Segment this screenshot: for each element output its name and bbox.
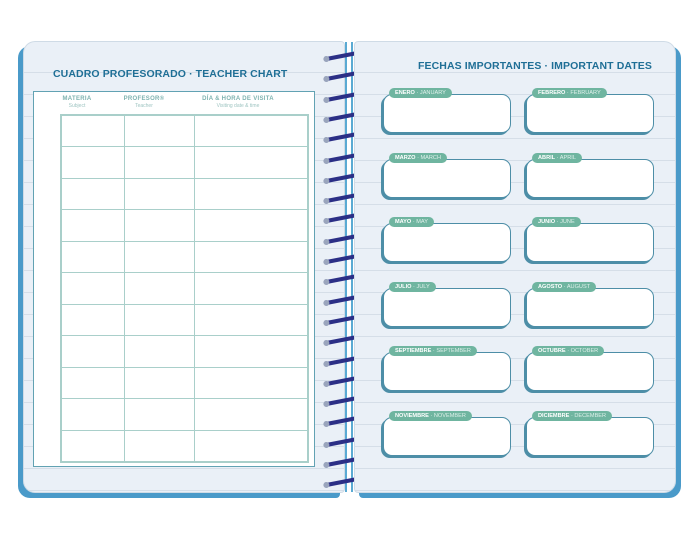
subject-cell[interactable] bbox=[62, 116, 125, 147]
binding-spine-right bbox=[351, 42, 353, 492]
month-name-es: JUNIO bbox=[538, 219, 556, 225]
month-box-march[interactable] bbox=[383, 153, 511, 198]
table-row bbox=[62, 430, 308, 461]
month-label-tab bbox=[532, 346, 604, 356]
month-label-tab bbox=[389, 346, 477, 356]
table-row bbox=[62, 147, 308, 178]
visiting-date-cell[interactable] bbox=[195, 336, 308, 367]
important-dates-title: FECHAS IMPORTANTES · IMPORTANT DATES bbox=[417, 60, 652, 72]
teacher-cell[interactable] bbox=[125, 367, 195, 398]
month-box-october[interactable] bbox=[526, 346, 654, 391]
column-header-en: Subject bbox=[68, 103, 86, 109]
column-header-subject bbox=[46, 96, 108, 109]
month-box-november[interactable] bbox=[383, 411, 511, 456]
month-name-en: SEPTEMBER bbox=[436, 348, 471, 354]
column-header-en: Visiting date & time bbox=[216, 103, 260, 109]
table-row bbox=[62, 116, 308, 147]
teacher-cell[interactable] bbox=[125, 210, 195, 241]
left-page-teacher-chart bbox=[23, 41, 345, 493]
table-row bbox=[62, 304, 308, 335]
month-separator: · bbox=[428, 412, 434, 419]
teacher-cell[interactable] bbox=[125, 399, 195, 430]
month-name-es: MARZO bbox=[395, 154, 416, 161]
month-notes-area[interactable] bbox=[383, 94, 511, 133]
month-name-es: DICIEMBRE bbox=[538, 412, 570, 419]
month-label-tab bbox=[532, 217, 581, 227]
binding-spine-left bbox=[345, 42, 347, 492]
month-label-tab bbox=[532, 411, 612, 421]
column-header-teacher bbox=[109, 96, 179, 109]
month-name-en: AUGUST bbox=[566, 283, 591, 290]
month-separator: · bbox=[569, 412, 575, 419]
month-label-tab bbox=[389, 282, 436, 292]
table-row bbox=[62, 399, 308, 430]
month-notes-area[interactable] bbox=[383, 223, 511, 262]
month-name-es: ENERO bbox=[395, 90, 415, 96]
month-notes-area[interactable] bbox=[526, 159, 654, 198]
column-header-visiting-date bbox=[180, 96, 296, 109]
month-label-tab bbox=[532, 153, 582, 163]
month-name-en: MAY bbox=[416, 219, 428, 225]
month-separator: · bbox=[555, 219, 561, 225]
visiting-date-cell[interactable] bbox=[195, 147, 308, 178]
month-notes-area[interactable] bbox=[526, 417, 654, 456]
month-separator: · bbox=[565, 90, 571, 96]
subject-cell[interactable] bbox=[62, 147, 125, 178]
visiting-date-cell[interactable] bbox=[195, 178, 308, 209]
month-name-es: ABRIL bbox=[538, 154, 556, 161]
visiting-date-cell[interactable] bbox=[195, 430, 308, 461]
subject-cell[interactable] bbox=[62, 178, 125, 209]
month-box-august[interactable] bbox=[526, 282, 654, 327]
month-label-tab bbox=[389, 217, 434, 227]
visiting-date-cell[interactable] bbox=[195, 273, 308, 304]
teacher-chart-title: CUADRO PROFESORADO · TEACHER CHART bbox=[53, 68, 288, 80]
month-label-tab bbox=[389, 411, 472, 421]
month-name-es: FEBRERO bbox=[538, 90, 566, 96]
month-name-en: JULY bbox=[416, 283, 430, 290]
month-label-tab bbox=[532, 282, 596, 292]
month-name-en: MARCH bbox=[420, 154, 442, 161]
month-notes-area[interactable] bbox=[383, 288, 511, 327]
month-notes-area[interactable] bbox=[526, 288, 654, 327]
month-name-es: JULIO bbox=[395, 283, 412, 290]
table-row bbox=[62, 241, 308, 272]
column-header-es: MATERIA bbox=[62, 96, 92, 102]
subject-cell[interactable] bbox=[62, 304, 125, 335]
visiting-date-cell[interactable] bbox=[195, 241, 308, 272]
column-header-es: PROFESOR® bbox=[123, 96, 165, 102]
month-name-es: OCTUBRE bbox=[538, 348, 566, 354]
right-page-important-dates bbox=[354, 41, 676, 493]
month-box-may[interactable] bbox=[383, 217, 511, 262]
subject-cell[interactable] bbox=[62, 399, 125, 430]
teacher-cell[interactable] bbox=[125, 336, 195, 367]
month-name-en: DECEMBER bbox=[574, 412, 607, 419]
month-name-en: APRIL bbox=[559, 154, 576, 161]
month-separator: · bbox=[431, 348, 437, 354]
month-label-tab bbox=[532, 88, 607, 98]
month-name-en: JUNE bbox=[560, 219, 575, 225]
month-separator: · bbox=[411, 283, 417, 290]
month-notes-area[interactable] bbox=[526, 223, 654, 262]
month-separator: · bbox=[562, 283, 567, 290]
table-row bbox=[62, 367, 308, 398]
month-name-es: MAYO bbox=[395, 219, 412, 225]
teacher-cell[interactable] bbox=[125, 304, 195, 335]
month-box-july[interactable] bbox=[383, 282, 511, 327]
month-name-en: OCTOBER bbox=[570, 348, 599, 354]
month-name-en: FEBRUARY bbox=[570, 90, 601, 96]
teacher-cell[interactable] bbox=[125, 241, 195, 272]
subject-cell[interactable] bbox=[62, 336, 125, 367]
column-header-en: Teacher bbox=[135, 103, 153, 109]
month-box-april[interactable] bbox=[526, 153, 654, 198]
month-separator: · bbox=[555, 154, 560, 161]
month-box-september[interactable] bbox=[383, 346, 511, 391]
month-notes-area[interactable] bbox=[383, 417, 511, 456]
month-label-tab bbox=[389, 88, 452, 98]
month-name-en: NOVEMBER bbox=[433, 412, 466, 419]
month-separator: · bbox=[565, 348, 571, 354]
month-name-es: AGOSTO bbox=[538, 283, 563, 290]
visiting-date-cell[interactable] bbox=[195, 210, 308, 241]
month-box-january[interactable] bbox=[383, 88, 511, 133]
table-row bbox=[62, 273, 308, 304]
teacher-cell[interactable] bbox=[125, 273, 195, 304]
month-notes-area[interactable] bbox=[526, 94, 654, 133]
month-box-february[interactable] bbox=[526, 88, 654, 133]
month-name-en: JANUARY bbox=[419, 90, 446, 96]
month-notes-area[interactable] bbox=[383, 159, 511, 198]
teacher-chart-grid bbox=[60, 114, 309, 463]
month-separator: · bbox=[415, 154, 421, 161]
subject-cell[interactable] bbox=[62, 210, 125, 241]
month-name-es: SEPTIEMBRE bbox=[395, 348, 432, 354]
month-name-es: NOVIEMBRE bbox=[395, 412, 429, 419]
table-row bbox=[62, 178, 308, 209]
subject-cell[interactable] bbox=[62, 273, 125, 304]
teacher-cell[interactable] bbox=[125, 147, 195, 178]
month-notes-area[interactable] bbox=[383, 352, 511, 391]
month-separator: · bbox=[414, 90, 420, 96]
visiting-date-cell[interactable] bbox=[195, 116, 308, 147]
visiting-date-cell[interactable] bbox=[195, 304, 308, 335]
table-row bbox=[62, 336, 308, 367]
teacher-cell[interactable] bbox=[125, 178, 195, 209]
subject-cell[interactable] bbox=[62, 367, 125, 398]
teacher-chart-header bbox=[34, 96, 314, 116]
month-label-tab bbox=[389, 153, 447, 163]
subject-cell[interactable] bbox=[62, 241, 125, 272]
visiting-date-cell[interactable] bbox=[195, 399, 308, 430]
month-notes-area[interactable] bbox=[526, 352, 654, 391]
column-header-es: DÍA & HORA DE VISITA bbox=[202, 96, 274, 102]
subject-cell[interactable] bbox=[62, 430, 125, 461]
month-box-june[interactable] bbox=[526, 217, 654, 262]
teacher-cell[interactable] bbox=[125, 116, 195, 147]
month-box-december[interactable] bbox=[526, 411, 654, 456]
visiting-date-cell[interactable] bbox=[195, 367, 308, 398]
teacher-chart-frame bbox=[33, 91, 315, 467]
teacher-cell[interactable] bbox=[125, 430, 195, 461]
month-separator: · bbox=[411, 219, 417, 225]
table-row bbox=[62, 210, 308, 241]
